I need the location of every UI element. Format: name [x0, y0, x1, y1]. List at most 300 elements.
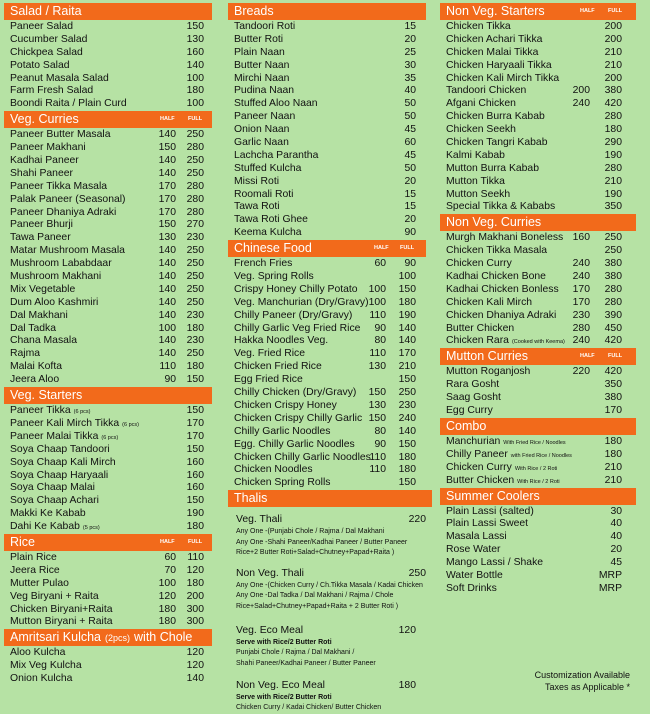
item-name — [234, 464, 313, 477]
section-rice — [4, 534, 212, 629]
menu-item — [4, 297, 212, 310]
menu-item — [4, 271, 212, 284]
item-name — [446, 544, 500, 557]
section-header — [4, 387, 212, 404]
item-name-text: Jeera Aloo — [10, 374, 60, 386]
item-name-text: Kadhai Chicken Bonless — [446, 283, 559, 295]
item-price-full: 250 — [186, 258, 204, 270]
menu-item — [440, 34, 636, 47]
item-name — [446, 111, 545, 124]
menu-item — [228, 21, 426, 34]
item-price-full: 180 — [604, 435, 622, 447]
item-name-text: Matar Mushroom Masala — [10, 245, 125, 257]
item-name-text: Paneer Butter Masala — [10, 129, 111, 141]
item-name-text: Rajma — [10, 348, 41, 360]
menu-item — [228, 176, 426, 189]
menu-item — [228, 137, 426, 150]
item-name — [446, 189, 510, 202]
section-title-suffix: with Chole — [134, 630, 193, 645]
menu-item — [440, 21, 636, 34]
item-name-text: Mix Veg Kulcha — [10, 660, 82, 672]
item-price-full: 290 — [604, 137, 622, 149]
thali-description-line: Any One -Shahi Paneer/Kadhai Paneer / Butter Paneer — [236, 538, 408, 546]
item-name — [10, 194, 126, 207]
item-price-full: 140 — [186, 673, 204, 685]
item-name-text: Lachcha Parantha — [234, 149, 319, 161]
menu-item — [4, 361, 212, 374]
item-name — [234, 477, 330, 490]
item-price-full: 180 — [186, 322, 204, 334]
item-name-text: Tandoori Chicken — [446, 85, 527, 97]
item-name — [446, 73, 559, 86]
menu-item — [228, 335, 426, 348]
item-name — [446, 34, 542, 47]
section-title: Chinese Food — [234, 241, 312, 256]
item-name — [446, 449, 572, 463]
item-name-text: Mutton Roganjosh — [446, 366, 531, 378]
item-name — [446, 201, 555, 214]
section-header — [440, 418, 636, 435]
item-price-full: 300 — [186, 603, 204, 615]
menu-item — [4, 604, 212, 617]
item-name — [10, 207, 116, 220]
menu-item — [440, 462, 636, 475]
thali-description-line: Punjabi Chole / Rajma / Dal Makhani / — [236, 649, 355, 657]
item-price-full: 280 — [604, 162, 622, 174]
item-price-full: 40 — [610, 531, 622, 543]
section-header — [4, 111, 212, 128]
item-name — [10, 444, 110, 457]
menu-item — [4, 129, 212, 142]
thali-description-line: Rice+Salad+Chutney+Papad+Raita + 2 Butter Roti ) — [236, 602, 399, 610]
item-name-text: Chilly Chicken (Dry/Gravy) — [234, 387, 357, 399]
menu-item — [228, 258, 426, 271]
section-title: Rice — [10, 534, 36, 549]
item-name — [234, 335, 328, 348]
menu-item — [4, 508, 212, 521]
menu-item — [228, 477, 426, 490]
item-name-text: Chicken Crispy Chilly Garlic — [234, 412, 363, 424]
menu-item — [4, 245, 212, 258]
thali-description-line: Any One -(Punjabi Chole / Rajma / Dal Makhani — [236, 528, 385, 536]
item-name-text: Chicken Crispy Honey — [234, 399, 337, 411]
menu-item — [228, 323, 426, 336]
thali-item — [228, 567, 426, 613]
menu-item — [4, 34, 212, 47]
item-price-full: 100 — [398, 271, 416, 283]
item-name-text: Chicken Noodles — [234, 464, 313, 476]
menu-item — [440, 310, 636, 323]
menu-item — [440, 201, 636, 214]
item-price-full: 280 — [186, 142, 204, 154]
menu-item — [228, 150, 426, 163]
item-price-full: 90 — [404, 258, 416, 270]
item-name — [234, 189, 293, 202]
item-price-full: 160 — [186, 482, 204, 494]
item-price-half: 230 — [572, 309, 590, 321]
item-name-text: Chilly Garlic Noodles — [234, 425, 331, 437]
item-price-full: 380 — [604, 271, 622, 283]
item-name-text: Chilly Paneer (Dry/Gravy) — [234, 309, 353, 321]
full-column-label: FULL — [188, 116, 203, 123]
section-combo — [440, 418, 636, 488]
item-name — [10, 168, 73, 181]
full-column-label: FULL — [608, 353, 623, 360]
menu-item — [440, 518, 636, 531]
item-price-full: 15 — [404, 21, 416, 32]
menu-item — [4, 616, 212, 629]
item-name-text: Kadhai Chicken Bone — [446, 271, 546, 283]
thali-description-line: Rice+2 Butter Roti+Salad+Chutney+Papad+Raita ) — [236, 549, 395, 557]
item-price-half: 140 — [158, 271, 176, 283]
item-price-full: 100 — [186, 98, 204, 110]
section-chinese — [228, 240, 426, 490]
section-thalis — [228, 490, 426, 714]
full-column-label: FULL — [608, 8, 623, 14]
item-price-full: 100 — [186, 72, 204, 84]
item-name — [446, 163, 539, 176]
item-name-text: Paneer Naan — [234, 111, 296, 123]
menu-item — [228, 34, 426, 47]
item-price-half: 140 — [158, 348, 176, 360]
item-name-text: Roomali Roti — [234, 188, 294, 200]
item-name-text: Dahi Ke Kabab — [10, 521, 80, 533]
item-price-full: 280 — [604, 111, 622, 123]
menu-item — [440, 392, 636, 405]
item-price-full: 450 — [604, 322, 622, 334]
item-name-text: Paneer Bhurji — [10, 219, 73, 231]
menu-column-2 — [228, 3, 426, 714]
item-name — [10, 297, 98, 310]
item-price-full: 420 — [604, 366, 622, 378]
item-price-full: 160 — [186, 46, 204, 58]
item-price-half: 110 — [369, 309, 386, 321]
menu-item — [228, 227, 426, 240]
menu-item — [4, 73, 212, 86]
item-price-half: 240 — [572, 271, 590, 283]
item-price-full: 140 — [398, 425, 416, 437]
item-price-full: 210 — [604, 175, 622, 187]
item-name-text: Tandoori Roti — [234, 21, 296, 32]
menu-item — [4, 85, 212, 98]
item-name-text: Mutter Pulao — [10, 577, 69, 589]
item-price-full: 140 — [398, 335, 416, 347]
half-column-label: HALF — [160, 116, 175, 123]
item-name-text: Paneer Kali Mirch Tikka — [10, 417, 120, 429]
menu-item — [4, 155, 212, 168]
menu-item — [228, 271, 426, 284]
item-name-text: Dal Tadka — [10, 322, 57, 334]
item-price-full: 180 — [604, 124, 622, 136]
menu-item — [228, 214, 426, 227]
item-name-text: Chicken Fried Rice — [234, 361, 322, 373]
item-name-text: Water Bottle — [446, 569, 503, 581]
footer-customization: Customization Available — [534, 670, 630, 680]
item-name-text: Jeera Rice — [10, 564, 60, 576]
item-price-full: 380 — [604, 392, 622, 404]
menu-item — [4, 348, 212, 361]
item-price-full: 210 — [604, 461, 622, 473]
item-name-text: Chickpea Salad — [10, 46, 83, 58]
menu-item — [440, 583, 636, 596]
item-name-text: Soya Chaap Kali Mirch — [10, 456, 116, 468]
item-name-text: Paneer Tikka Masala — [10, 180, 108, 192]
item-name — [446, 557, 543, 570]
menu-item — [228, 73, 426, 86]
item-name — [446, 506, 534, 519]
item-price-full: 250 — [604, 245, 622, 257]
item-price-full: 210 — [604, 474, 622, 486]
item-price-full: 210 — [604, 59, 622, 71]
half-column-label: HALF — [580, 353, 595, 360]
item-name — [234, 163, 301, 176]
menu-item — [4, 219, 212, 232]
item-name — [446, 258, 512, 271]
item-price-full: 40 — [610, 518, 622, 530]
menu-item — [228, 400, 426, 413]
menu-item — [4, 310, 212, 323]
item-price-full: 45 — [404, 149, 416, 161]
thali-name: Non Veg. Eco Meal — [236, 680, 325, 692]
item-price-half: 60 — [374, 258, 386, 270]
item-price-full: 180 — [186, 577, 204, 589]
menu-item — [440, 137, 636, 150]
section-title-note: (2pcs) — [105, 633, 131, 644]
menu-item — [4, 591, 212, 604]
item-name-text: Chicken Achari Tikka — [446, 33, 543, 45]
item-name — [10, 591, 99, 604]
section-nv-curries — [440, 214, 636, 348]
item-name — [10, 129, 111, 142]
item-price-half: 160 — [572, 232, 590, 244]
item-price-full: 250 — [186, 296, 204, 308]
item-price-full: 20 — [610, 544, 622, 556]
menu-item — [4, 431, 212, 444]
item-name — [234, 214, 308, 227]
item-price-full: 170 — [398, 348, 416, 360]
item-name — [446, 137, 547, 150]
item-price-full: 180 — [398, 451, 416, 463]
item-note: With Rice / 2 Roti — [514, 465, 558, 472]
item-name-text: Malai Kofta — [10, 361, 62, 373]
menu-item — [4, 470, 212, 483]
menu-item — [440, 323, 636, 336]
item-price-half: 240 — [572, 258, 590, 270]
item-name — [234, 387, 356, 400]
item-name — [234, 21, 295, 34]
menu-item — [440, 73, 636, 86]
item-name — [234, 297, 369, 310]
item-price-full: 280 — [186, 193, 204, 205]
item-price-full: 120 — [186, 660, 204, 672]
item-price-full: 300 — [186, 616, 204, 628]
menu-item — [4, 495, 212, 508]
item-price-half: 240 — [572, 335, 590, 347]
item-name — [446, 150, 505, 163]
item-name — [10, 219, 73, 232]
item-name-text: Missi Roti — [234, 175, 280, 187]
item-price-full: 420 — [604, 98, 622, 110]
item-name — [10, 457, 116, 470]
item-name-text: Chicken Curry — [446, 258, 512, 270]
item-price-full: 250 — [398, 387, 416, 399]
item-price-half: 80 — [374, 335, 386, 347]
item-name-text: Veg Biryani + Raita — [10, 590, 99, 602]
menu-item — [228, 189, 426, 202]
section-nv-starters — [440, 3, 636, 214]
item-name — [10, 361, 62, 374]
item-name — [446, 570, 503, 583]
item-price-half: 280 — [572, 322, 590, 334]
item-name — [234, 426, 330, 439]
item-price-half: 100 — [158, 322, 176, 334]
menu-item — [228, 201, 426, 214]
item-name-text: Mix Vegetable — [10, 283, 76, 295]
item-name-text: Rara Gosht — [446, 379, 500, 391]
item-name — [10, 323, 56, 336]
item-price-half: 150 — [368, 387, 386, 399]
menu-item — [228, 163, 426, 176]
item-price-full: 180 — [186, 85, 204, 97]
item-name — [10, 232, 71, 245]
menu-item — [228, 361, 426, 374]
item-price-full: 230 — [186, 335, 204, 347]
item-name — [10, 348, 40, 361]
item-name — [234, 176, 279, 189]
item-name-text: Tawa Roti Ghee — [234, 214, 308, 226]
item-name — [10, 258, 112, 271]
item-price-full: 250 — [186, 271, 204, 283]
item-name — [234, 60, 289, 73]
thali-item — [228, 513, 426, 559]
item-name — [446, 47, 538, 60]
item-name-text: Egg. Chilly Garlic Noodles — [234, 438, 355, 450]
item-price-full: MRP — [598, 582, 622, 594]
item-name — [10, 405, 90, 419]
menu-item — [4, 181, 212, 194]
item-name-text: Soya Chaap Achari — [10, 495, 99, 507]
item-price-full: 280 — [604, 283, 622, 295]
item-name-text: Farm Fresh Salad — [10, 85, 94, 97]
item-name — [10, 271, 101, 284]
item-name — [10, 508, 86, 521]
item-price-half: 150 — [158, 142, 176, 154]
menu-item — [440, 506, 636, 519]
item-price-half: 140 — [158, 258, 176, 270]
item-price-full: 140 — [186, 59, 204, 71]
menu-column-3 — [440, 3, 636, 596]
item-price-full: 45 — [404, 124, 416, 136]
item-name-text: Chicken Spring Rolls — [234, 477, 331, 489]
menu-item — [4, 323, 212, 336]
item-note: (6 pcs) — [73, 409, 91, 416]
item-name — [10, 284, 75, 297]
item-name — [10, 660, 82, 673]
menu-item — [4, 457, 212, 470]
item-name-text: Egg Fried Rice — [234, 374, 303, 386]
item-price-full: 380 — [604, 85, 622, 97]
item-price-full: 170 — [186, 430, 204, 442]
item-price-full: 280 — [186, 206, 204, 218]
item-price-full: 50 — [404, 98, 416, 110]
menu-item — [228, 387, 426, 400]
item-name-text: Mutton Seekh — [446, 188, 511, 200]
section-header — [228, 240, 426, 257]
item-name — [10, 60, 70, 73]
item-price-full: 60 — [404, 137, 416, 149]
thali-name: Veg. Eco Meal — [236, 625, 304, 637]
item-price-full: 200 — [604, 72, 622, 84]
menu-item — [228, 464, 426, 477]
menu-item — [440, 570, 636, 583]
item-price-full: 350 — [604, 201, 622, 213]
section-title: Non Veg. Curries — [446, 215, 542, 230]
item-name — [446, 366, 530, 379]
item-price-full: 210 — [398, 361, 416, 373]
item-price-half: 170 — [572, 283, 590, 295]
item-name-text: Chicken Rara — [446, 335, 509, 347]
item-name — [446, 98, 516, 111]
item-price-full: 20 — [404, 175, 416, 187]
menu-item — [228, 348, 426, 361]
item-price-half: 60 — [164, 551, 176, 563]
section-salad — [4, 3, 212, 111]
section-title: Non Veg. Starters — [446, 4, 545, 18]
menu-item — [4, 660, 212, 673]
item-price-full: 210 — [604, 46, 622, 58]
item-name — [10, 495, 99, 508]
item-price-full: 250 — [604, 232, 622, 244]
menu-item — [4, 21, 212, 34]
item-name-text: Onion Kulcha — [10, 673, 73, 685]
item-name-text: Masala Lassi — [446, 531, 507, 543]
item-price-full: 20 — [404, 214, 416, 226]
menu-item — [228, 413, 426, 426]
menu-item — [228, 98, 426, 111]
menu-item — [440, 124, 636, 137]
item-name — [446, 405, 493, 418]
menu-item — [228, 452, 426, 465]
item-price-full: 30 — [610, 505, 622, 517]
item-name-text: Paneer Tikka — [10, 405, 71, 417]
item-name-text: Boondi Raita / Plain Curd — [10, 98, 127, 110]
menu-item — [440, 150, 636, 163]
item-name-text: Mutton Burra Kabab — [446, 162, 539, 174]
thali-description-line: Chicken Curry / Kadai Chicken/ Butter Chicken — [236, 704, 382, 712]
menu-item — [4, 232, 212, 245]
item-name-text: Dum Aloo Kashmiri — [10, 296, 99, 308]
item-name-text: Butter Roti — [234, 33, 284, 45]
item-price-full: 250 — [186, 348, 204, 360]
item-name — [234, 284, 358, 297]
item-name — [446, 85, 526, 98]
item-price-full: 170 — [186, 417, 204, 429]
menu-item — [4, 482, 212, 495]
menu-item — [228, 310, 426, 323]
item-price-half: 90 — [374, 438, 386, 450]
menu-item — [4, 60, 212, 73]
section-header — [440, 348, 636, 365]
item-name-text: Egg Curry — [446, 405, 493, 417]
item-price-full: 190 — [604, 149, 622, 161]
item-name — [446, 297, 532, 310]
item-name — [446, 475, 560, 489]
item-price-half: 180 — [158, 603, 176, 615]
menu-item — [4, 98, 212, 111]
item-name-text: Chilly Paneer — [446, 448, 508, 460]
item-price-full: 160 — [186, 456, 204, 468]
item-price-half: 70 — [164, 564, 176, 576]
